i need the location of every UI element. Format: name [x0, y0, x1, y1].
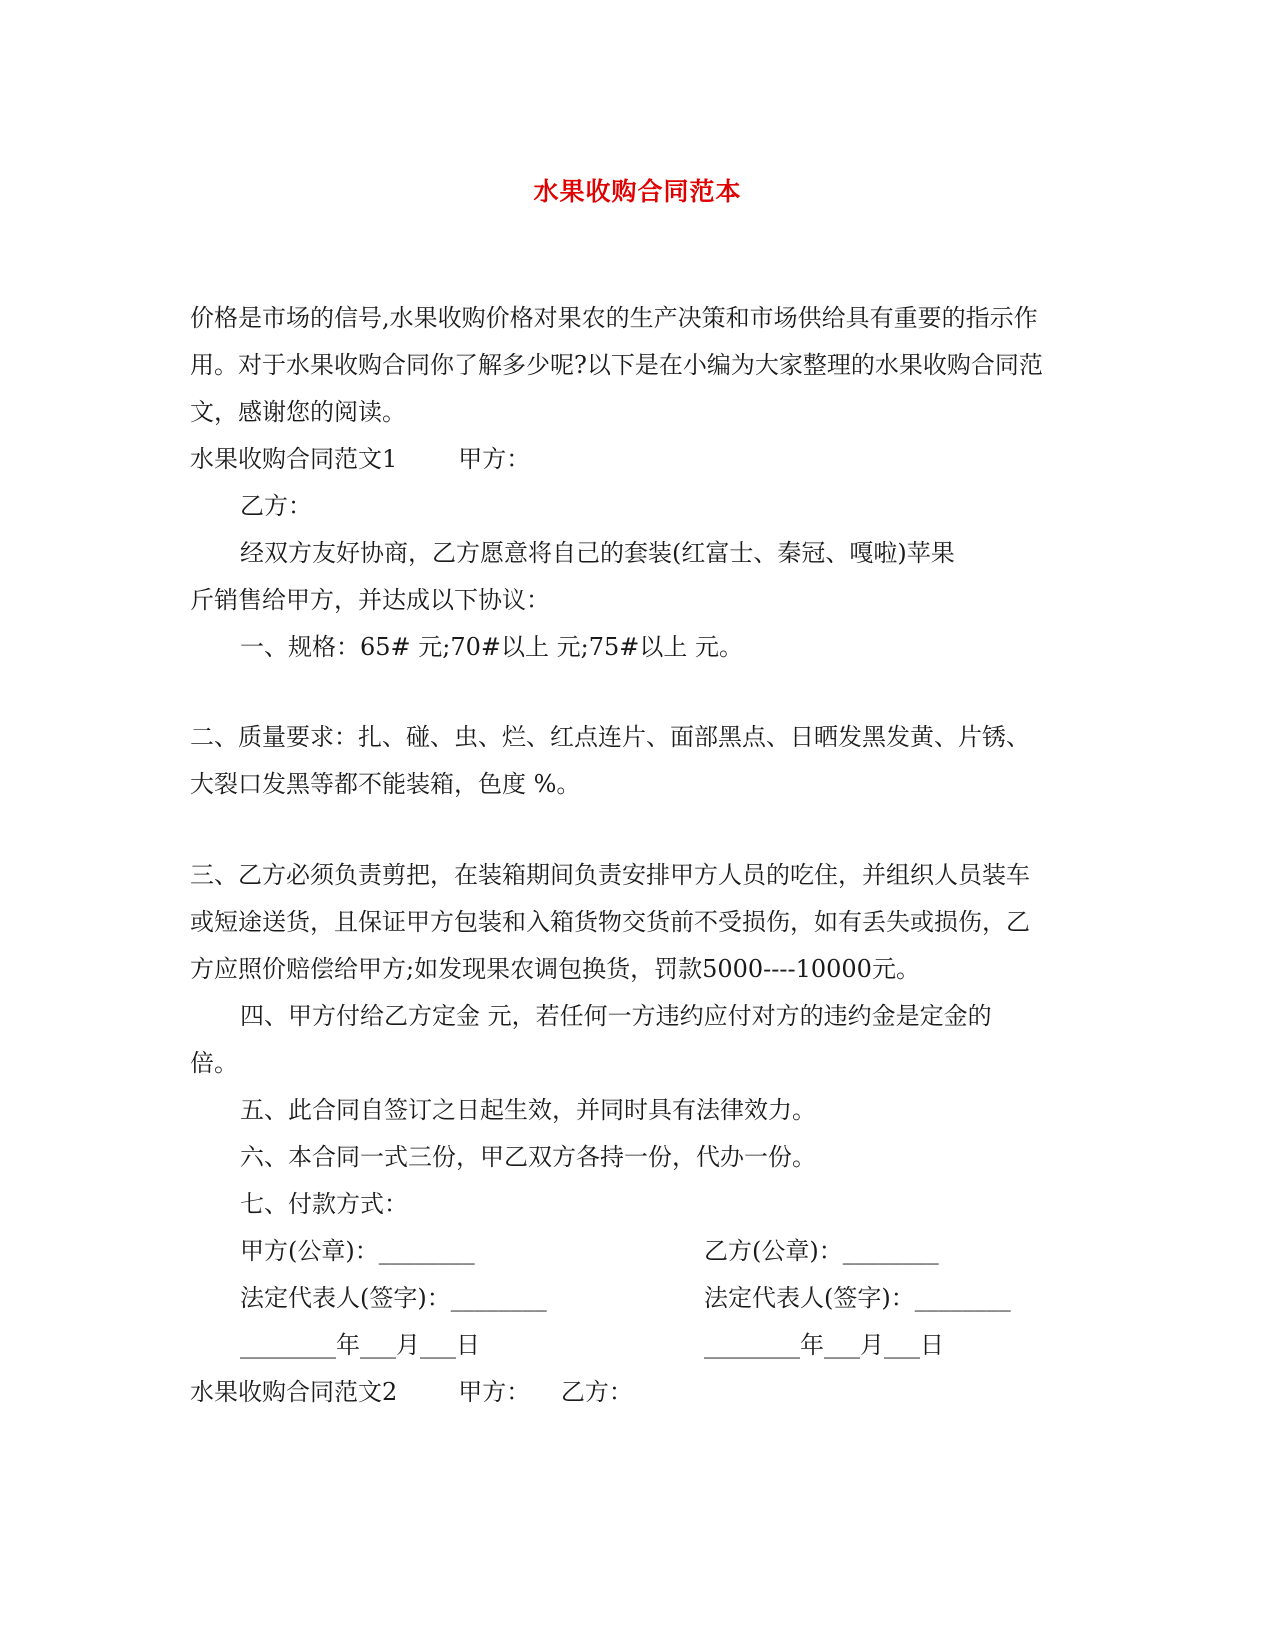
clause-2-line: 二、质量要求：扎、碰、虫、烂、红点连片、面部黑点、日晒发黑发黄、片锈、 [190, 723, 1030, 751]
clause-1: 一、规格：65# 元;70#以上 元;75#以上 元。 [240, 633, 744, 661]
signature-party-a-seal: 甲方(公章)：________ [240, 1237, 475, 1265]
section-heading-1: 水果收购合同范文1 甲方： [190, 445, 531, 473]
signature-party-b-date: ________年___月___日 [704, 1331, 944, 1359]
paragraph-line: 用。对于水果收购合同你了解多少呢?以下是在小编为大家整理的水果收购合同范 [190, 351, 1043, 379]
signature-party-a-rep: 法定代表人(签字)：________ [240, 1284, 547, 1312]
clause-7: 七、付款方式： [240, 1190, 408, 1218]
clause-2-line: 大裂口发黑等都不能装箱，色度 %。 [190, 770, 581, 798]
paragraph-line: 斤销售给甲方，并达成以下协议： [190, 586, 550, 614]
clause-6: 六、本合同一式三份，甲乙双方各持一份，代办一份。 [240, 1143, 816, 1171]
clause-4-line: 四、甲方付给乙方定金 元，若任何一方违约应付对方的违约金是定金的 [240, 1002, 992, 1030]
party-b-line: 乙方： [240, 492, 312, 520]
paragraph-line: 价格是市场的信号,水果收购价格对果农的生产决策和市场供给具有重要的指示作 [190, 304, 1038, 332]
document-title: 水果收购合同范本 [533, 177, 742, 206]
clause-4-line: 倍。 [190, 1049, 238, 1077]
paragraph-line: 文，感谢您的阅读。 [190, 398, 406, 426]
clause-3-line: 三、乙方必须负责剪把，在装箱期间负责安排甲方人员的吃住，并组织人员装车 [190, 861, 1030, 889]
clause-3-line: 或短途送货，且保证甲方包装和入箱货物交货前不受损伤，如有丢失或损伤，乙 [190, 908, 1030, 936]
signature-party-b-seal: 乙方(公章)：________ [704, 1237, 939, 1265]
clause-3-line: 方应照价赔偿给甲方;如发现果农调包换货，罚款5000----10000元。 [190, 955, 920, 983]
signature-party-b-rep: 法定代表人(签字)：________ [704, 1284, 1011, 1312]
signature-party-a-date: ________年___月___日 [240, 1331, 480, 1359]
clause-5: 五、此合同自签订之日起生效，并同时具有法律效力。 [240, 1096, 816, 1124]
section-heading-2: 水果收购合同范文2 甲方： 乙方： [190, 1378, 633, 1406]
paragraph-line: 经双方友好协商，乙方愿意将自己的套装(红富士、秦冠、嘎啦)苹果 [240, 539, 955, 567]
